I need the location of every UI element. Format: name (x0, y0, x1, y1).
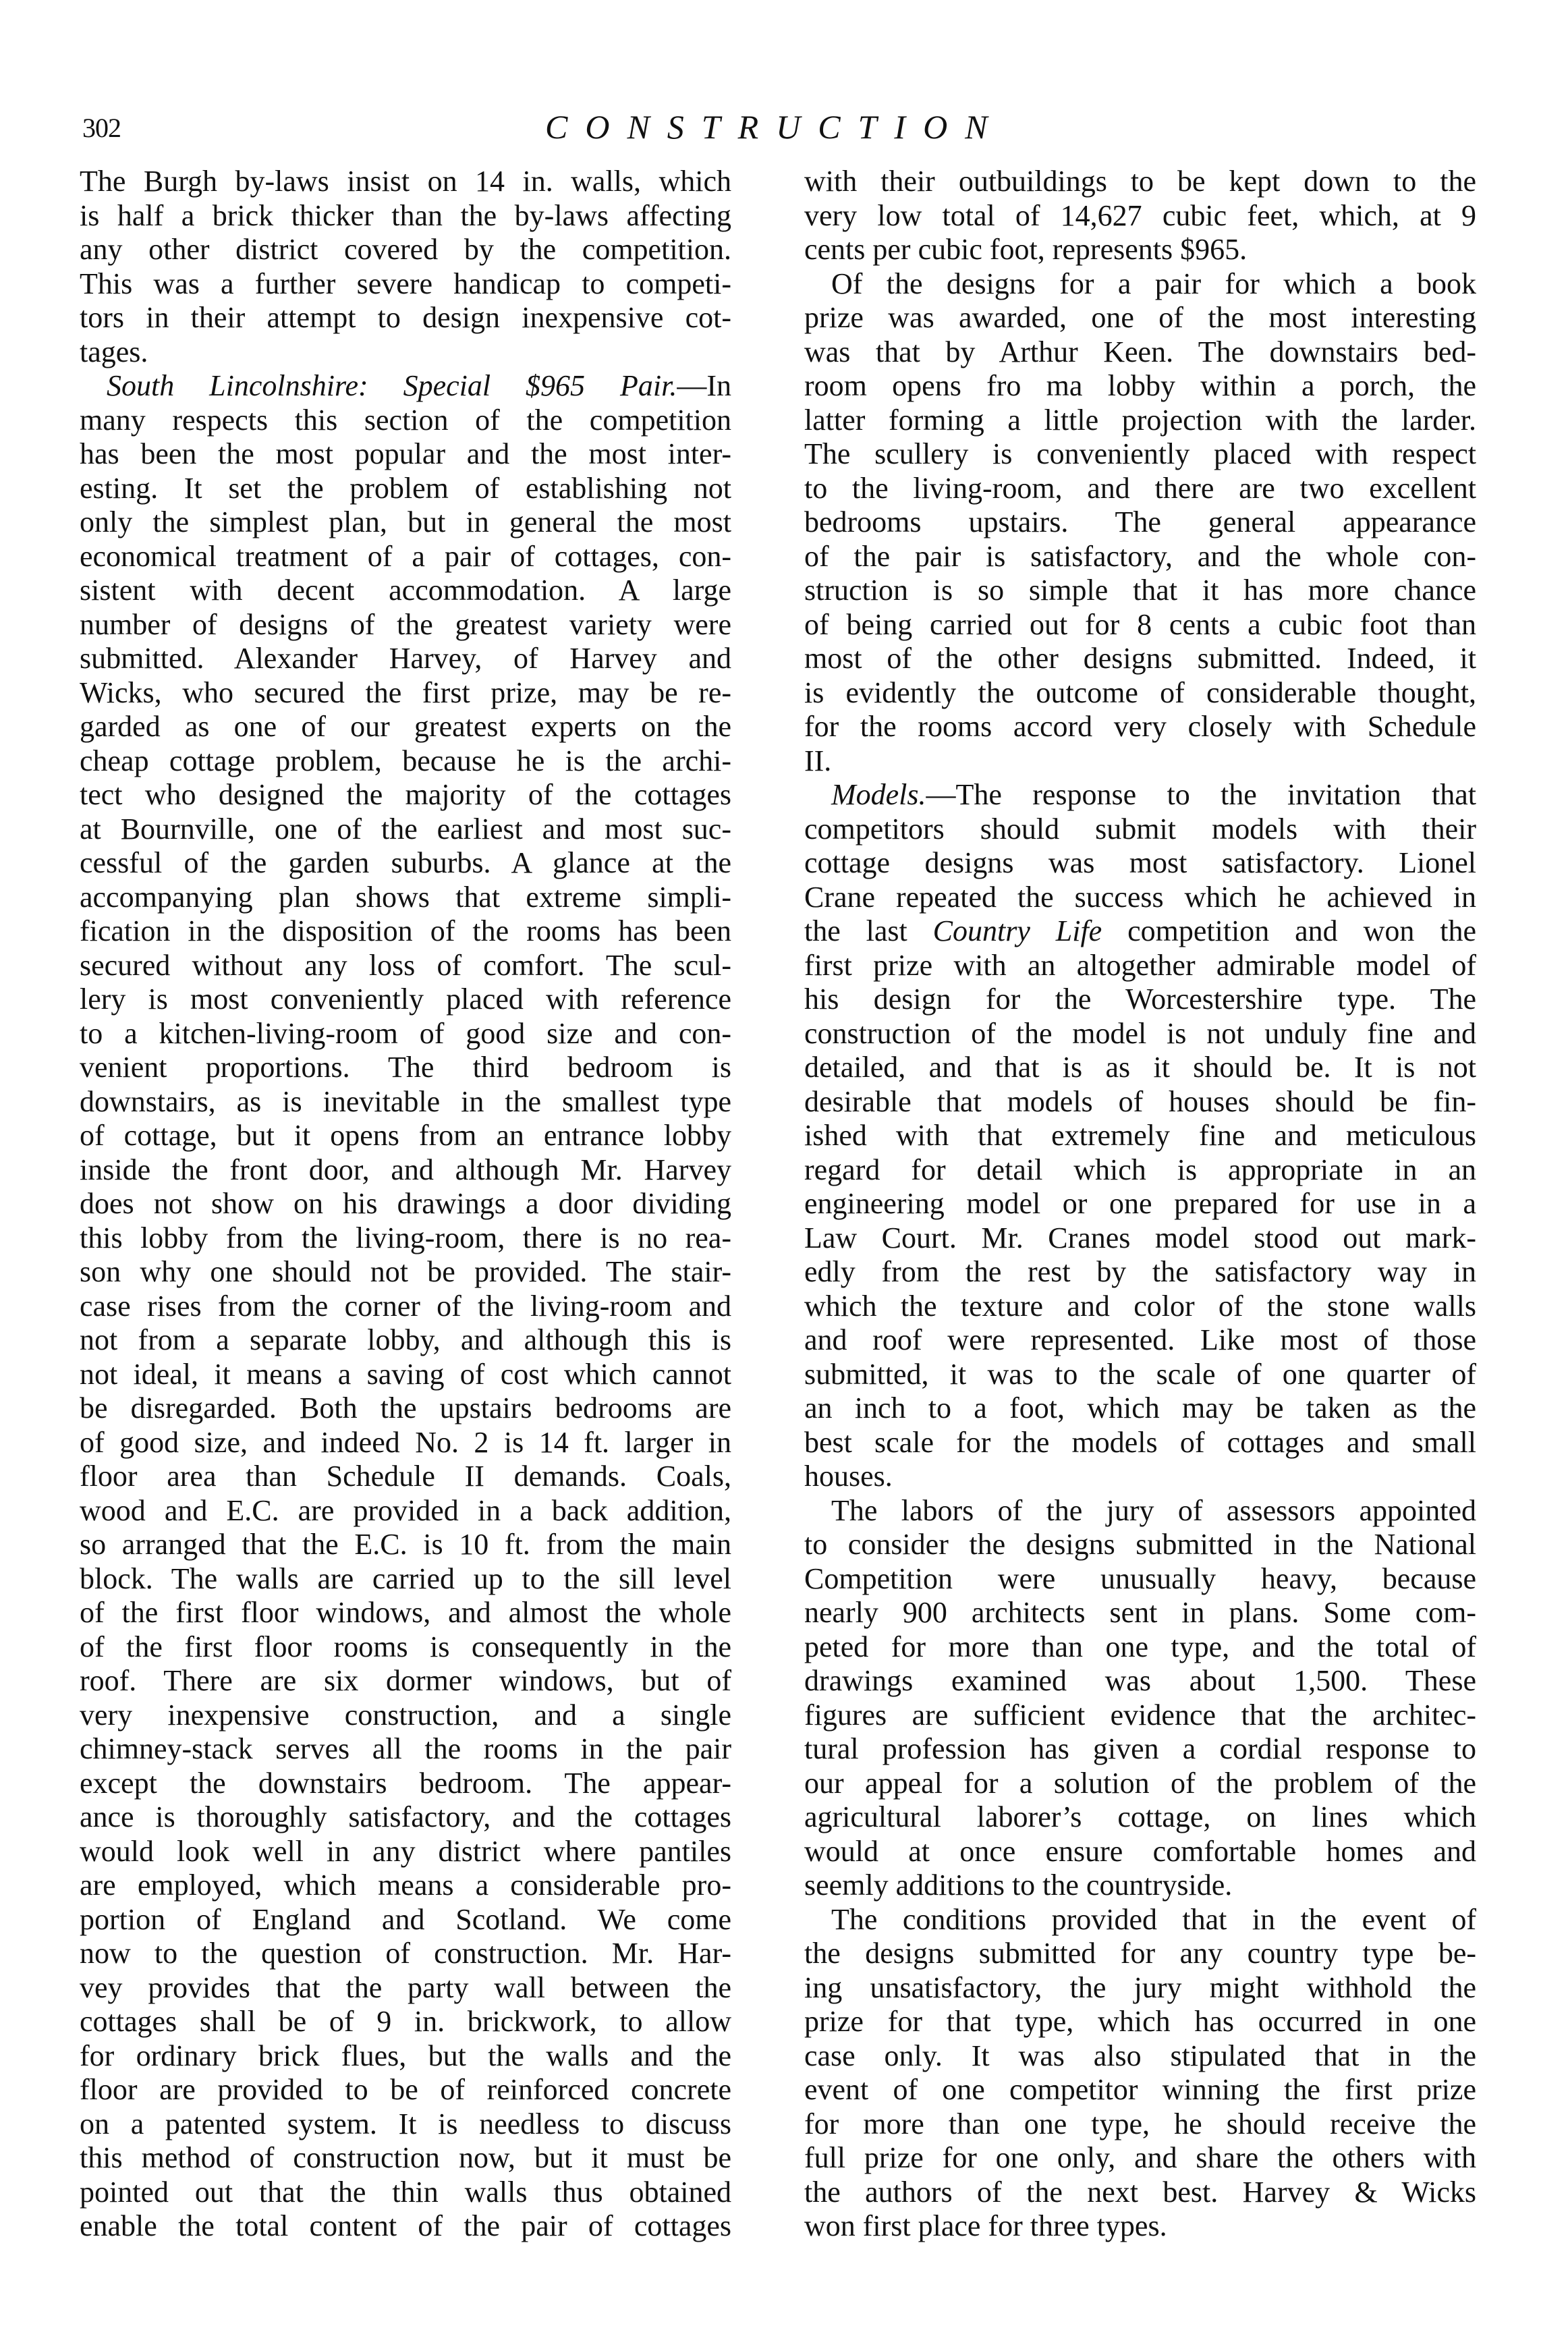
text-line (80, 642, 731, 676)
text-line (804, 335, 1476, 370)
text-line (80, 472, 731, 506)
text-run: to the living-room, and there are two excellent (804, 471, 1476, 505)
text-line (804, 1426, 1476, 1460)
text-run: venient proportions. The third bedroom is (80, 1051, 731, 1084)
text-run: ished with that extremely fine and meticulous (804, 1119, 1476, 1152)
text-run: block. The walls are carried up to the sill level (80, 1561, 731, 1595)
text-line (804, 233, 1476, 267)
text-run: now to the question of construction. Mr. Har- (80, 1937, 731, 1970)
text-run: his design for the Worcestershire type. The (804, 983, 1476, 1016)
text-line (804, 369, 1476, 404)
text-line (804, 1119, 1476, 1153)
text-line (80, 1017, 731, 1051)
text-run: at Bournville, one of the earliest and most suc- (80, 812, 731, 846)
text-run: of good size, and indeed No. 2 is 14 ft. larger in (80, 1425, 731, 1459)
text-run: Crane repeated the success which he achieved in (804, 880, 1476, 914)
text-line (804, 846, 1476, 881)
text-line (80, 233, 731, 267)
text-run: to a kitchen-living-room of good size and con- (80, 1016, 731, 1050)
text-line (804, 914, 1476, 949)
text-run: downstairs, as is inevitable in the smallest type (80, 1084, 731, 1118)
text-line (80, 2176, 731, 2210)
text-run: Law Court. Mr. Cranes model stood out mark- (804, 1221, 1476, 1254)
text-line (80, 1528, 731, 1562)
text-line (804, 1528, 1476, 1562)
text-run: floor are provided to be of reinforced concrete (80, 2073, 731, 2106)
text-line (80, 1255, 731, 1290)
text-run: cessful of the garden suburbs. A glance at the (80, 846, 731, 879)
text-run: except the downstairs bedroom. The appear- (80, 1766, 731, 1800)
text-run: for ordinary brick flues, but the walls and the (80, 2039, 731, 2072)
text-line (804, 1596, 1476, 1630)
text-line (804, 1221, 1476, 1256)
text-run: our appeal for a solution of the problem of the (804, 1766, 1476, 1800)
text-line (804, 1869, 1476, 1903)
text-run: agricultural laborer’s cottage, on lines which (804, 1800, 1476, 1833)
text-run: best scale for the models of cottages and small (804, 1425, 1476, 1459)
text-line (80, 1971, 731, 2006)
text-run: first prize with an altogether admirable model of (804, 948, 1476, 982)
text-line (80, 914, 731, 949)
text-line (80, 1664, 731, 1698)
text-run: The conditions provided that in the event of (831, 1902, 1476, 1936)
text-run: most of the other designs submitted. Indeed, it (804, 642, 1476, 675)
text-run: garded as one of our greatest experts on the (80, 710, 731, 743)
text-run: The labors of the jury of assessors appointed (831, 1493, 1476, 1527)
text-line (80, 1085, 731, 1119)
text-run: to consider the designs submitted in the National (804, 1528, 1476, 1561)
text-run: This was a further severe handicap to competi- (80, 267, 731, 300)
text-line (80, 1460, 731, 1494)
text-run: would look well in any district where pantiles (80, 1834, 731, 1868)
text-line (804, 1290, 1476, 1324)
text-line (804, 2005, 1476, 2039)
text-line (80, 1596, 731, 1630)
text-line (804, 1767, 1476, 1801)
text-line (80, 676, 731, 711)
text-run: tors in their attempt to design inexpensive cot- (80, 301, 731, 334)
text-run: cheap cottage problem, because he is the archi- (80, 744, 731, 777)
text-line (804, 2107, 1476, 2142)
text-run: of the pair is satisfactory, and the whole con- (804, 539, 1476, 573)
text-run: ing unsatisfactory, the jury might withhold the (804, 1970, 1476, 2004)
text-run: this method of construction now, but it must be (80, 2141, 731, 2174)
text-run: peted for more than one type, and the total of (804, 1630, 1476, 1663)
text-run: cottage designs was most satisfactory. Lionel (804, 846, 1476, 879)
text-run: does not show on his drawings a door dividing (80, 1187, 731, 1220)
text-run: room opens fro ma lobby within a porch, the (804, 369, 1476, 402)
text-run: has been the most popular and the most inter- (80, 437, 731, 470)
text-run: very inexpensive construction, and a single (80, 1698, 731, 1732)
text-line (80, 881, 731, 915)
text-line (804, 267, 1476, 302)
text-line (80, 505, 731, 540)
text-run: event of one competitor winning the first prize (804, 2073, 1476, 2106)
text-run: regard for detail which is appropriate in an (804, 1153, 1476, 1186)
text-run: fication in the disposition of the rooms has been (80, 914, 731, 947)
text-run: of the first floor windows, and almost the whole (80, 1596, 731, 1629)
text-line (804, 881, 1476, 915)
text-run: figures are sufficient evidence that the architec- (804, 1698, 1476, 1732)
text-run: not ideal, it means a saving of cost which cannot (80, 1357, 731, 1391)
text-run: cottages shall be of 9 in. brickwork, to allow (80, 2005, 731, 2038)
text-line (80, 267, 731, 302)
text-run: is evidently the outcome of considerable thought, (804, 675, 1476, 709)
italic-run: South Lincolnshire: Special $965 Pair. (107, 369, 677, 402)
text-line (80, 1835, 731, 1869)
text-run: and roof were represented. Like most of those (804, 1323, 1476, 1356)
text-run: vey provides that the party wall between the (80, 1970, 731, 2004)
text-run: for the rooms accord very closely with Schedule (804, 710, 1476, 743)
text-line (80, 1323, 731, 1358)
text-line (80, 1187, 731, 1221)
text-run: edly from the rest by the satisfactory way in (804, 1255, 1476, 1288)
text-run: engineering model or one prepared for use in a (804, 1187, 1476, 1220)
text-run: any other district covered by the competition. (80, 233, 731, 266)
text-line (80, 301, 731, 335)
text-line (80, 1869, 731, 1903)
text-run: son why one should not be provided. The stair- (80, 1255, 731, 1288)
text-line (804, 2176, 1476, 2210)
text-run: of the first floor rooms is consequently in the (80, 1630, 731, 1663)
text-run: struction is so simple that it has more chance (804, 574, 1476, 607)
text-line (804, 642, 1476, 676)
right-column (804, 165, 1476, 2244)
text-run: prize was awarded, one of the most interesting (804, 301, 1476, 334)
text-run: bedrooms upstairs. The general appearance (804, 505, 1476, 538)
text-line (80, 1800, 731, 1835)
text-run: which the texture and color of the stone walls (804, 1289, 1476, 1323)
text-line (80, 949, 731, 983)
text-run: of cottage, but it opens from an entrance lobby (80, 1119, 731, 1152)
text-line (80, 2073, 731, 2107)
text-line (80, 2107, 731, 2142)
text-run: was that by Arthur Keen. The downstairs bed- (804, 335, 1476, 368)
text-run: wood and E.C. are provided in a back addition, (80, 1493, 731, 1527)
text-run: accompanying plan shows that extreme simpli- (80, 880, 731, 914)
text-run: Of the designs for a pair for which a book (831, 267, 1476, 300)
text-line (804, 1971, 1476, 2006)
text-line (80, 2141, 731, 2176)
text-line (804, 1051, 1476, 1085)
text-run: pointed out that the thin walls thus obtained (80, 2175, 731, 2209)
text-run: The scullery is conveniently placed with respect (804, 437, 1476, 470)
text-line (80, 710, 731, 744)
text-run: tages. (80, 335, 148, 368)
text-line (804, 710, 1476, 744)
text-run: tural profession has given a cordial response to (804, 1732, 1476, 1765)
italic-run: Country Life (932, 914, 1102, 947)
text-run: is half a brick thicker than the by-laws affecting (80, 198, 731, 232)
text-line (804, 165, 1476, 199)
text-run: the designs submitted for any country type be- (804, 1937, 1476, 1970)
text-line (80, 846, 731, 881)
text-line (804, 1187, 1476, 1221)
text-line (804, 949, 1476, 983)
text-run: won first place for three types. (804, 2209, 1167, 2242)
text-run: number of designs of the greatest variety were (80, 607, 731, 641)
text-run: II. (804, 744, 832, 777)
text-line (80, 983, 731, 1017)
text-run: prize for that type, which has occurred in one (804, 2005, 1476, 2038)
text-line (80, 2039, 731, 2074)
text-run: cents per cubic foot, represents $965. (804, 233, 1248, 266)
text-line (804, 2209, 1476, 2244)
text-line (804, 1391, 1476, 1426)
text-run: the authors of the next best. Harvey & Wicks (804, 2175, 1476, 2209)
text-line (80, 1732, 731, 1767)
text-run: chimney-stack serves all the rooms in the pair (80, 1732, 731, 1765)
text-line (804, 404, 1476, 438)
text-line (804, 778, 1476, 812)
text-line (804, 1323, 1476, 1358)
text-line (804, 505, 1476, 540)
page-number: 302 (82, 113, 121, 143)
text-line (80, 1153, 731, 1188)
text-line (804, 812, 1476, 847)
text-run: are employed, which means a considerable pro- (80, 1869, 731, 1902)
text-line (80, 369, 731, 404)
text-line (804, 1698, 1476, 1733)
text-line (80, 1630, 731, 1665)
text-line (80, 2209, 731, 2244)
left-column (80, 165, 731, 2244)
text-line (80, 2005, 731, 2039)
text-line (804, 608, 1476, 642)
text-line (80, 744, 731, 779)
text-run: desirable that models of houses should be fin- (804, 1084, 1476, 1118)
text-line (804, 1664, 1476, 1698)
text-run: floor area than Schedule II demands. Coals, (80, 1460, 731, 1493)
text-run: esting. It set the problem of establishing not (80, 471, 731, 505)
text-run: for more than one type, he should receive the (804, 2107, 1476, 2140)
text-run: detailed, and that is as it should be. It is not (804, 1051, 1476, 1084)
text-run: this lobby from the living-room, there is no rea- (80, 1221, 731, 1254)
text-run: economical treatment of a pair of cottages, con- (80, 539, 731, 573)
text-run: latter forming a little projection with the larder. (804, 403, 1476, 437)
text-line (80, 778, 731, 812)
text-run: many respects this section of the competition (80, 403, 731, 437)
text-line (804, 2039, 1476, 2074)
text-line (804, 744, 1476, 779)
text-line (80, 1051, 731, 1085)
text-run: case rises from the corner of the living-room and (80, 1289, 731, 1323)
text-run: the last (804, 914, 933, 947)
text-run: be disregarded. Both the upstairs bedrooms are (80, 1391, 731, 1425)
text-run: Wicks, who secured the first prize, may be re- (80, 675, 731, 709)
text-run: The Burgh by-laws insist on 14 in. walls, which (80, 165, 731, 198)
text-line (80, 404, 731, 438)
text-run: competition and won the (1102, 914, 1476, 947)
text-line (804, 301, 1476, 335)
text-line (80, 1767, 731, 1801)
text-run: seemly additions to the countryside. (804, 1869, 1233, 1902)
text-run: enable the total content of the pair of cottages (80, 2209, 731, 2242)
text-line (804, 1937, 1476, 1971)
text-run: secured without any loss of comfort. The scul- (80, 948, 731, 982)
text-line (804, 1732, 1476, 1767)
text-line (80, 165, 731, 199)
text-line (80, 335, 731, 370)
text-line (80, 574, 731, 608)
text-run: of being carried out for 8 cents a cubic foot than (804, 607, 1476, 641)
text-line (804, 1903, 1476, 1937)
text-line (804, 1494, 1476, 1528)
text-line (80, 540, 731, 574)
text-run: tect who designed the majority of the cottages (80, 778, 731, 811)
text-run: —In (677, 369, 731, 402)
text-run: —The response to the invitation that (926, 778, 1476, 811)
text-run: competitors should submit models with their (804, 812, 1476, 846)
text-line (804, 1153, 1476, 1188)
text-line (80, 1391, 731, 1426)
text-line (804, 676, 1476, 711)
text-run: construction of the model is not unduly fine and (804, 1016, 1476, 1050)
text-run: houses. (804, 1460, 893, 1493)
text-line (80, 199, 731, 233)
text-run: an inch to a foot, which may be taken as the (804, 1391, 1476, 1425)
text-line (804, 1358, 1476, 1392)
running-title: CONSTRUCTION (545, 108, 1005, 146)
text-run: on a patented system. It is needless to discuss (80, 2107, 731, 2140)
text-line (804, 2073, 1476, 2107)
text-line (804, 1255, 1476, 1290)
text-run: ance is thoroughly satisfactory, and the cottages (80, 1800, 731, 1833)
text-run: nearly 900 architects sent in plans. Some com- (804, 1596, 1476, 1629)
text-run: only the simplest plan, but in general the most (80, 505, 731, 538)
text-line (804, 437, 1476, 472)
text-line (804, 574, 1476, 608)
text-run: full prize for one only, and share the others with (804, 2141, 1476, 2174)
text-run: very low total of 14,627 cubic feet, which, at 9 (804, 198, 1476, 232)
text-line (80, 1903, 731, 1937)
text-line (804, 1800, 1476, 1835)
text-run: so arranged that the E.C. is 10 ft. from the main (80, 1528, 731, 1561)
text-line (804, 2141, 1476, 2176)
text-line (804, 472, 1476, 506)
text-line (80, 437, 731, 472)
text-line (80, 1698, 731, 1733)
italic-run: Models. (831, 778, 926, 811)
text-line (80, 1426, 731, 1460)
text-line (80, 1119, 731, 1153)
text-run: submitted. Alexander Harvey, of Harvey and (80, 642, 731, 675)
text-line (804, 1630, 1476, 1665)
text-run: portion of England and Scotland. We come (80, 1902, 731, 1936)
text-line (80, 1221, 731, 1256)
text-line (804, 1562, 1476, 1597)
text-line (80, 812, 731, 847)
text-line (804, 1085, 1476, 1119)
text-line (80, 608, 731, 642)
text-run: case only. It was also stipulated that in the (804, 2039, 1476, 2072)
text-line (80, 1290, 731, 1324)
text-line (80, 1562, 731, 1597)
text-line (804, 1460, 1476, 1494)
text-line (804, 1835, 1476, 1869)
text-line (80, 1358, 731, 1392)
text-run: drawings examined was about 1,500. These (804, 1664, 1476, 1697)
text-run: lery is most conveniently placed with reference (80, 983, 731, 1016)
text-run: with their outbuildings to be kept down to the (804, 165, 1476, 198)
text-line (804, 199, 1476, 233)
text-run: Competition were unusually heavy, because (804, 1561, 1476, 1595)
text-run: submitted, it was to the scale of one quarter of (804, 1357, 1476, 1391)
text-line (804, 540, 1476, 574)
text-line (80, 1937, 731, 1971)
text-line (80, 1494, 731, 1528)
text-run: inside the front door, and although Mr. Harvey (80, 1153, 731, 1186)
text-run: would at once ensure comfortable homes and (804, 1834, 1476, 1868)
text-line (804, 983, 1476, 1017)
text-run: sistent with decent accommodation. A large (80, 574, 731, 607)
text-run: not from a separate lobby, and although this is (80, 1323, 731, 1356)
text-line (804, 1017, 1476, 1051)
text-run: roof. There are six dormer windows, but of (80, 1664, 731, 1697)
